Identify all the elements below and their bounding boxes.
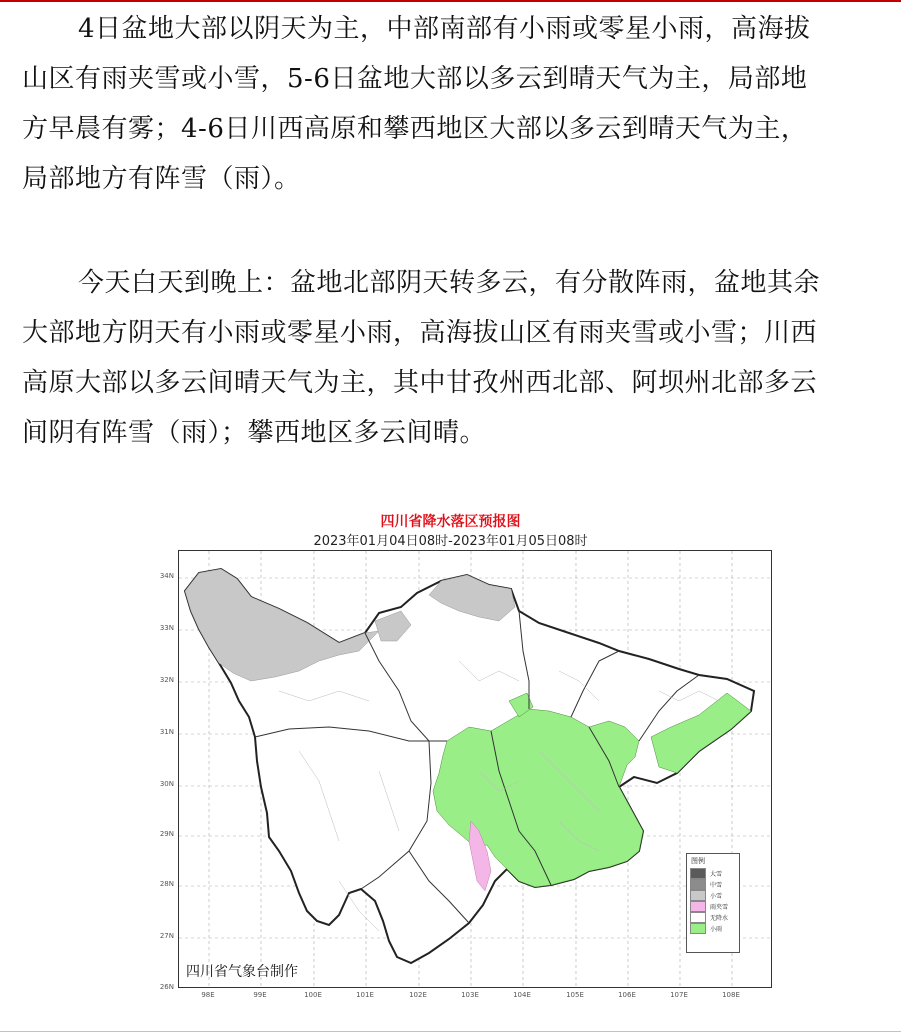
- legend-label: 小雨: [710, 926, 723, 933]
- lat-label: 29N: [159, 830, 174, 838]
- paragraph-forecast-today: [22, 258, 882, 458]
- lat-label: 32N: [159, 676, 174, 684]
- map-title: 四川省降水落区预报图: [380, 514, 521, 530]
- para2-line: 高原大部以多云间晴天气为主，其中甘孜州西北部、阿坝州北部多云: [22, 368, 818, 398]
- legend-item: [687, 923, 739, 934]
- lat-label: 28N: [159, 880, 174, 888]
- legend-label: 中雪: [710, 882, 723, 889]
- lon-label: 106E: [618, 991, 636, 999]
- legend-swatch: [690, 879, 706, 890]
- legend-swatch: [690, 912, 706, 923]
- legend-label: 大雪: [710, 871, 723, 878]
- legend-label: 小雪: [710, 893, 723, 900]
- lon-label: 98E: [201, 991, 215, 999]
- bottom-rule: [0, 1031, 901, 1032]
- legend-label: 雨夹雪: [710, 904, 729, 911]
- para2-line: 今天白天到晚上：盆地北部阴天转多云，有分散阵雨，盆地其余: [78, 268, 821, 298]
- para1-line: 山区有雨夹雪或小雪，5-6日盆地大部以多云到晴天气为主，局部地: [22, 64, 808, 94]
- legend-swatch: [690, 923, 706, 934]
- lat-label: 30N: [159, 780, 174, 788]
- legend-swatch: [690, 901, 706, 912]
- legend-label: 无降水: [710, 915, 729, 922]
- lon-label: 99E: [253, 991, 267, 999]
- lat-label: 33N: [159, 624, 174, 632]
- lon-label: 100E: [304, 991, 322, 999]
- map-subtitle: 2023年01月04日08时-2023年01月05日08时: [313, 534, 588, 549]
- legend-swatch: [690, 890, 706, 901]
- lon-label: 104E: [513, 991, 531, 999]
- paragraph-forecast-4-6: [22, 4, 882, 204]
- lat-label: 26N: [159, 983, 174, 991]
- legend-item: [687, 901, 739, 912]
- lat-label: 27N: [159, 932, 174, 940]
- legend-item: [687, 868, 739, 879]
- para1-line: 4日盆地大部以阴天为主，中部南部有小雨或零星小雨，高海拔: [78, 14, 811, 44]
- top-red-rule: [0, 0, 901, 2]
- legend-item: [687, 912, 739, 923]
- para2-line: 大部地方阴天有小雨或零星小雨，高海拔山区有雨夹雪或小雪；川西: [22, 318, 818, 348]
- lon-label: 108E: [722, 991, 740, 999]
- lon-label: 102E: [409, 991, 427, 999]
- para1-line: 方早晨有雾；4-6日川西高原和攀西地区大部以多云到晴天气为主，: [22, 114, 808, 144]
- map-legend: [686, 853, 740, 953]
- para2-line: 间阴有阵雪（雨）；攀西地区多云间晴。: [22, 418, 487, 448]
- legend-item: [687, 879, 739, 890]
- precipitation-map: [178, 550, 772, 988]
- lon-label: 103E: [461, 991, 479, 999]
- legend-swatch: [690, 868, 706, 879]
- lat-label: 31N: [159, 728, 174, 736]
- para1-line: 局部地方有阵雪（雨）。: [22, 164, 301, 194]
- lon-label: 101E: [356, 991, 374, 999]
- lon-label: 107E: [670, 991, 688, 999]
- sichuan-map-graphic: [179, 551, 771, 987]
- map-credit: 四川省气象台制作: [186, 964, 298, 980]
- lon-label: 105E: [566, 991, 584, 999]
- lat-label: 34N: [159, 572, 174, 580]
- legend-title: 图例: [691, 857, 705, 865]
- legend-item: [687, 890, 739, 901]
